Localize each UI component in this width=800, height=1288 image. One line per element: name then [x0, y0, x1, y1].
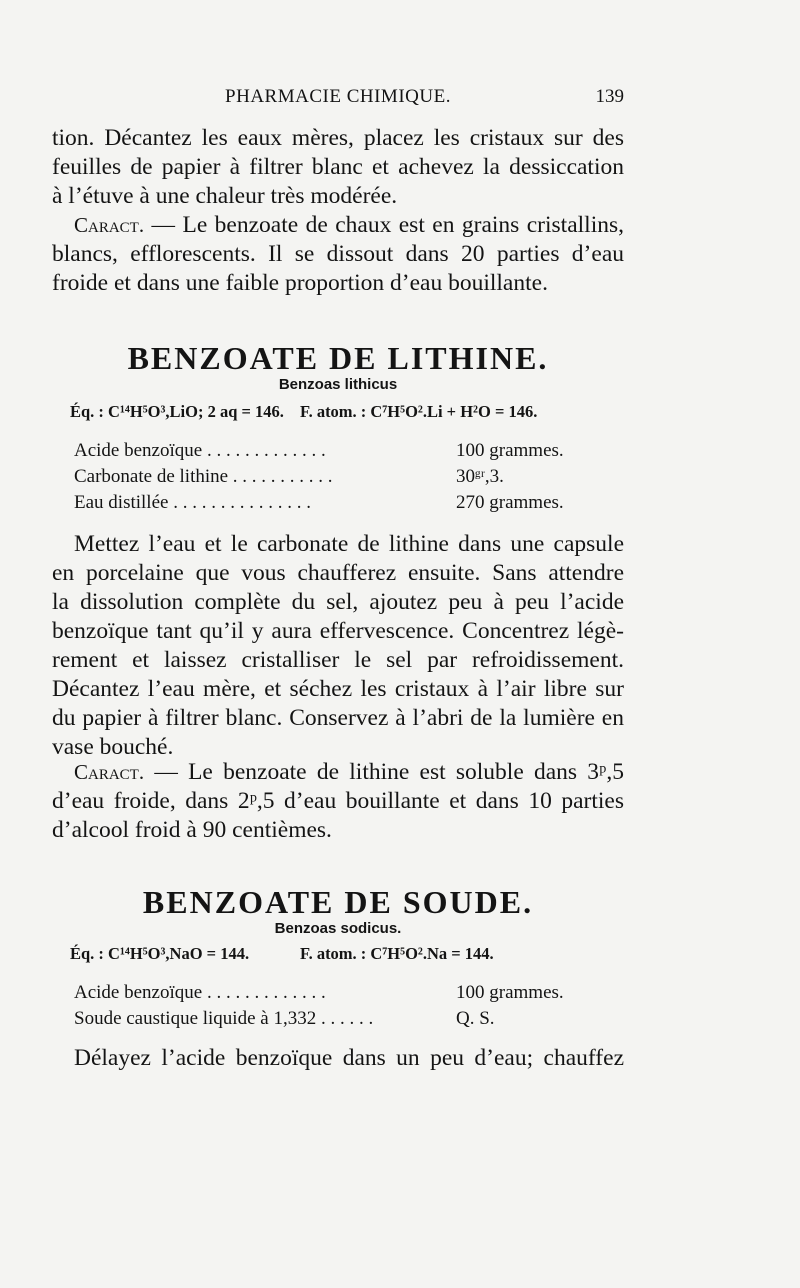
text-line: la dissolution complète du sel, ajoutez peu à peu l’acide [52, 589, 624, 615]
caract-label: Caract. [74, 213, 145, 237]
text-line: Décantez l’eau mère, et séchez les cristaux à l’air libre sur [52, 676, 624, 702]
text-line: d’alcool froid à 90 centièmes. [52, 817, 332, 843]
recipe-lithine [74, 438, 584, 516]
text-line: Mettez l’eau et le carbonate de lithine dans une capsule [74, 531, 624, 557]
text-line: blancs, efflorescents. Il se dissout dans 20 parties d’eau [52, 241, 624, 267]
recipe-row [74, 464, 584, 490]
recipe-row [74, 1006, 584, 1032]
quantity: 30ᵍʳ,3. [456, 466, 504, 487]
text-line [52, 211, 624, 240]
recipe-row [74, 490, 584, 516]
text-line: rement et laissez cristalliser le sel par refroidissement. [52, 647, 624, 673]
method-lithine-paragraph [52, 530, 624, 762]
ingredient: Acide benzoïque . . . . . . . . . . . . . [74, 440, 326, 461]
quantity: 270 grammes. [456, 492, 564, 513]
page-header [52, 86, 624, 116]
equivalent-formula: Éq. : C¹⁴H⁵O³,LiO; 2 aq = 146. [70, 402, 284, 421]
text-line: vase bouché. [52, 734, 174, 760]
section-title-lithine: BENZOATE DE LITHINE. [127, 340, 549, 376]
ingredient: Eau distillée . . . . . . . . . . . . . . . [74, 492, 311, 513]
text-line: d’eau froide, dans 2ᵖ,5 d’eau bouillante et dans 10 parties [52, 788, 624, 814]
ingredient: Carbonate de lithine . . . . . . . . . . . [74, 466, 333, 487]
caract-lithine-paragraph [52, 758, 624, 845]
text-line: froide et dans une faible proportion d’eau bouillante. [52, 270, 548, 296]
text-line: feuilles de papier à filtrer blanc et achevez la dessiccation [52, 154, 624, 180]
recipe-row [74, 980, 584, 1006]
text-line: benzoïque tant qu’il y aura effervescence. Concentrez légè- [52, 618, 624, 644]
caract-text: — Le benzoate de chaux est en grains cristallins, [144, 212, 624, 238]
caract-label: Caract. [74, 760, 145, 784]
text-line [52, 758, 624, 787]
text-line: tion. Décantez les eaux mères, placez les cristaux sur des [52, 125, 624, 151]
text-line: à l’étuve à une chaleur très modérée. [52, 183, 398, 209]
latin-name-soude: Benzoas sodicus. [274, 920, 402, 937]
text-line: du papier à filtrer blanc. Conservez à l’abri de la lumière en [52, 705, 624, 731]
quantity: 100 grammes. [456, 982, 564, 1003]
atomic-formula: F. atom. : C⁷H⁵O².Li + H²O = 146. [300, 402, 538, 421]
caract-text: — Le benzoate de lithine est soluble dans 3ᵖ,5 [144, 759, 624, 785]
equivalent-formula: Éq. : C¹⁴H⁵O³,NaO = 144. [70, 944, 250, 963]
intro-paragraph [52, 124, 624, 211]
text-line: Délayez l’acide benzoïque dans un peu d’eau; chauffez [74, 1045, 624, 1071]
ingredient: Soude caustique liquide à 1,332 . . . . . . [74, 1008, 374, 1029]
page-number: 139 [595, 86, 624, 107]
recipe-row [74, 438, 584, 464]
quantity: 100 grammes. [456, 440, 564, 461]
method-soude-paragraph [52, 1044, 624, 1073]
section-title-soude: BENZOATE DE SOUDE. [142, 884, 534, 920]
latin-name-lithine: Benzoas lithicus [278, 376, 398, 393]
atomic-formula: F. atom. : C⁷H⁵O².Na = 144. [300, 944, 494, 963]
ingredient: Acide benzoïque . . . . . . . . . . . . . [74, 982, 326, 1003]
recipe-soude [74, 980, 584, 1032]
quantity: Q. S. [456, 1008, 495, 1029]
running-title: PHARMACIE CHIMIQUE. [225, 86, 451, 107]
caract-chaux-paragraph [52, 211, 624, 298]
text-line: en porcelaine que vous chaufferez ensuite. Sans attendre [52, 560, 624, 586]
